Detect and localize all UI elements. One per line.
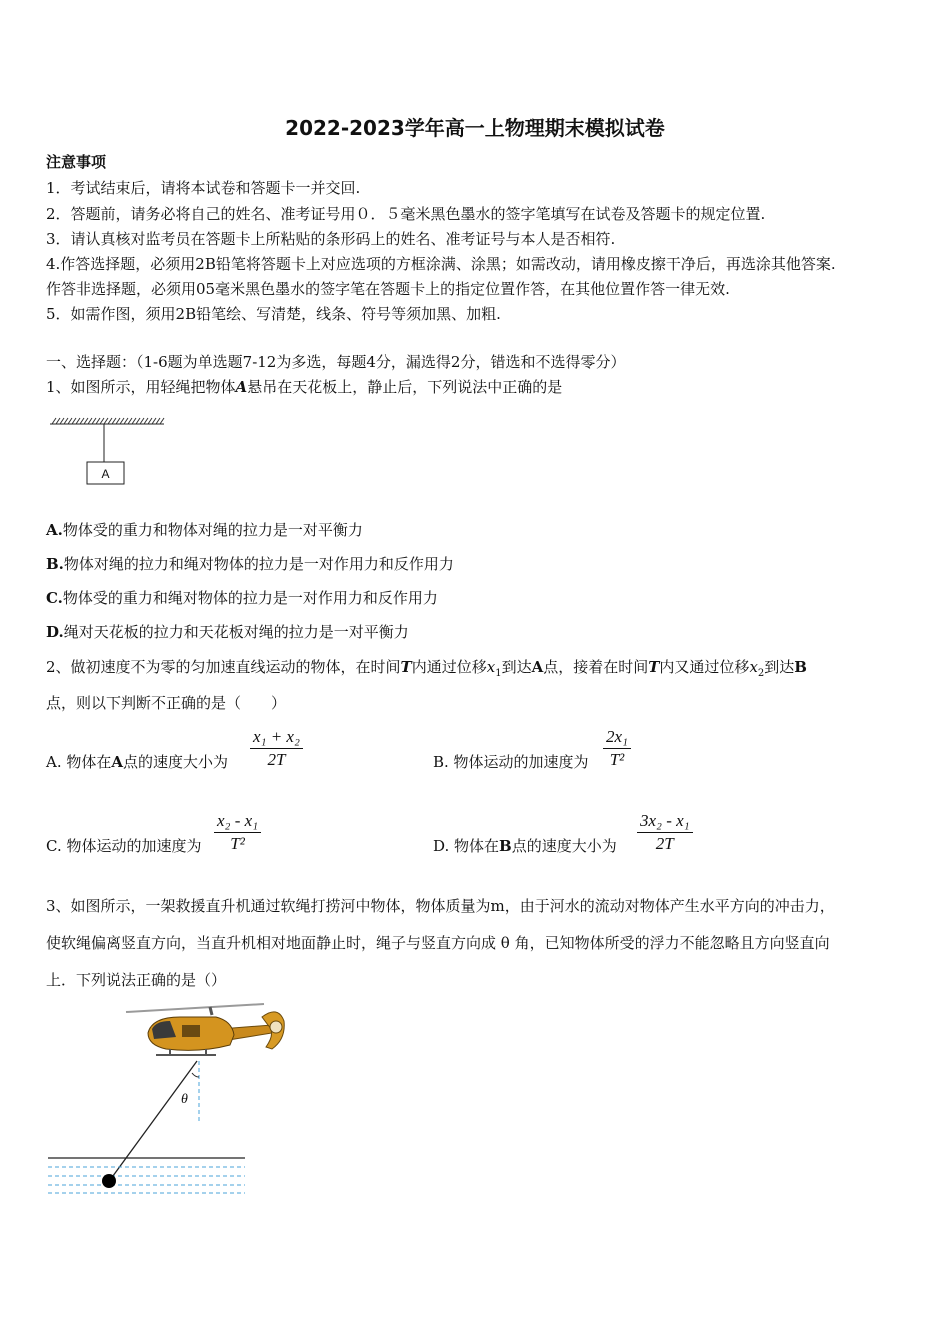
hatch-mark [112,418,116,424]
hatch-mark [104,418,108,424]
q2-text-d: 点，接着在时间 [543,658,649,676]
q1-option-a[interactable] [46,520,363,540]
notice-item-4: 4.作答选择题，必须用2B铅笔将答题卡上对应选项的方框涂满、涂黑；如需改动，请用橡皮擦干净后，再选涂其他答案. [46,255,836,273]
hatch-mark [156,418,160,424]
theta-label: θ [181,1092,188,1107]
q2-option-b-pre: B. 物体运动的加速度为 [433,753,589,771]
hatch-mark [100,418,104,424]
hatch-mark [88,418,92,424]
q1-option-c[interactable] [46,588,438,608]
q2-option-d-denominator: 2T [655,834,674,853]
q2-stem-line1 [46,657,807,684]
hatch-mark [148,418,152,424]
q2-var-t2: T [648,658,660,676]
q2-option-c-fraction [214,811,261,854]
hatch-mark [128,418,132,424]
q2-point-a: A [531,658,544,676]
hatch-mark [92,418,96,424]
notice-item-3: 3．请认真核对监考员在答题卡上所粘贴的条形码上的姓名、准考证号与本人是否相符. [46,230,616,248]
rope [110,1061,197,1180]
hatch-mark [152,418,156,424]
q1-stem [46,377,562,397]
q2-option-d-fraction [637,811,693,854]
q2-text-c: 到达 [501,658,532,676]
section-heading: 一、选择题：（1-6题为单选题7-12为多选，每题4分，漏选得2分，错选和不选得零分） [46,353,626,371]
hatch-mark [124,418,128,424]
q2-option-b-fraction [603,727,631,770]
hatch-mark [76,418,80,424]
q1-option-d-letter: D. [46,623,64,641]
hatch-mark [116,418,120,424]
notice-item-2: 2．答题前，请务必将自己的姓名、准考证号用０．５毫米黑色墨水的签字笔填写在试卷及答题卡的规定位置. [46,205,766,223]
q2-option-b-numerator: 2x₁ [606,727,628,746]
q2-text-b: 内通过位移 [411,658,487,676]
q2-option-d-numerator: 3x₂ - x₁ [640,811,690,830]
q2-var-x2-sub: 2 [757,668,765,679]
hatch-mark [140,418,144,424]
q2-var-x2: x [749,658,758,676]
q1-option-a-letter: A. [46,521,63,539]
q2-var-x1-sub: 1 [495,668,502,679]
q2-var-x1: x [486,658,496,676]
q1-stem-var: A [235,378,248,396]
q2-stem-line2: 点，则以下判断不正确的是（ ） [46,694,287,712]
hatch-mark [144,418,148,424]
hatch-mark [80,418,84,424]
block-a-label: A [101,467,110,481]
q2-text-f: 到达 [764,658,795,676]
q1-option-c-letter: C. [46,589,63,607]
q2-option-d-post: 点的速度大小为 [511,837,617,855]
q1-option-b[interactable] [46,554,454,574]
q2-option-d-point: B [499,837,512,855]
q2-option-a-denominator: 2T [267,750,286,769]
q3-stem-line3: 上．下列说法正确的是（） [46,971,227,989]
q1-figure [44,410,168,490]
notice-item-4-cont: 作答非选择题，必须用05毫米黑色墨水的签字笔在答题卡上的指定位置作答，在其他位置作答一律无效. [46,280,730,298]
page-title: 2022-2023学年高一上物理期末模拟试卷 [285,116,665,140]
q2-option-d-pre: D. 物体在 [433,837,500,855]
q3-stem-line2: 使软绳偏离竖直方向，当直升机相对地面静止时，绳子与竖直方向成 θ 角，已知物体所受的浮力不能忽略且方向竖直向 [46,934,830,952]
hatch-mark [68,418,72,424]
q2-option-a-pre: A. 物体在 [46,753,112,771]
q1-option-a-text: 物体受的重力和物体对绳的拉力是一对平衡力 [62,521,363,539]
q1-option-d[interactable] [46,622,409,642]
hatch-mark [96,418,100,424]
hatch-mark [84,418,88,424]
notice-item-1: 1．考试结束后，请将本试卷和答题卡一并交回. [46,179,361,197]
hatch-mark [136,418,140,424]
q2-option-a[interactable] [46,752,228,772]
q1-stem-b: 悬吊在天花板上，静止后，下列说法中正确的是 [247,378,563,396]
q2-option-d[interactable] [433,836,617,856]
hatch-mark [108,418,112,424]
q2-option-a-point: A [111,753,124,771]
hatch-mark [72,418,76,424]
q2-text-e: 内又通过位移 [659,658,750,676]
q2-option-a-post: 点的速度大小为 [123,753,229,771]
ceiling-hatch-lines [52,418,164,424]
hatch-mark [120,418,124,424]
q1-option-b-text: 物体对绳的拉力和绳对物体的拉力是一对作用力和反作用力 [63,555,454,573]
notice-heading: 注意事项 [46,153,107,171]
hatch-mark [60,418,64,424]
q2-point-b: B [794,658,807,676]
q2-option-a-fraction [250,727,303,770]
q2-option-c-pre: C. 物体运动的加速度为 [46,837,202,855]
hatch-mark [56,418,60,424]
q3-figure [40,995,300,1200]
hatch-mark [52,418,56,424]
q2-text-a: 2、做初速度不为零的匀加速直线运动的物体，在时间 [46,658,401,676]
hatch-mark [64,418,68,424]
hatch-mark [132,418,136,424]
q1-stem-a: 1、如图所示，用轻绳把物体 [46,378,236,396]
helicopter-rotor [126,1004,264,1012]
q2-option-a-numerator: x₁ + x₂ [253,727,300,746]
submerged-object [102,1174,116,1188]
hatch-mark [160,418,164,424]
q1-option-d-text: 绳对天花板的拉力和天花板对绳的拉力是一对平衡力 [63,623,409,641]
notice-item-5: 5．如需作图，须用2B铅笔绘、写清楚，线条、符号等须加黑、加粗. [46,305,501,323]
q1-option-b-letter: B. [46,555,64,573]
q2-option-c-numerator: x₂ - x₁ [217,811,259,830]
q2-option-b[interactable] [433,752,589,772]
q2-var-t1: T [400,658,412,676]
q2-option-b-denominator: T² [609,750,625,769]
q2-option-c[interactable] [46,836,201,856]
q3-stem-line1: 3、如图所示，一架救援直升机通过软绳打捞河中物体，物体质量为m，由于河水的流动对物体产生水平方向的冲击力， [46,897,835,915]
q1-option-c-text: 物体受的重力和绳对物体的拉力是一对作用力和反作用力 [62,589,438,607]
q2-option-c-denominator: T² [230,834,245,853]
